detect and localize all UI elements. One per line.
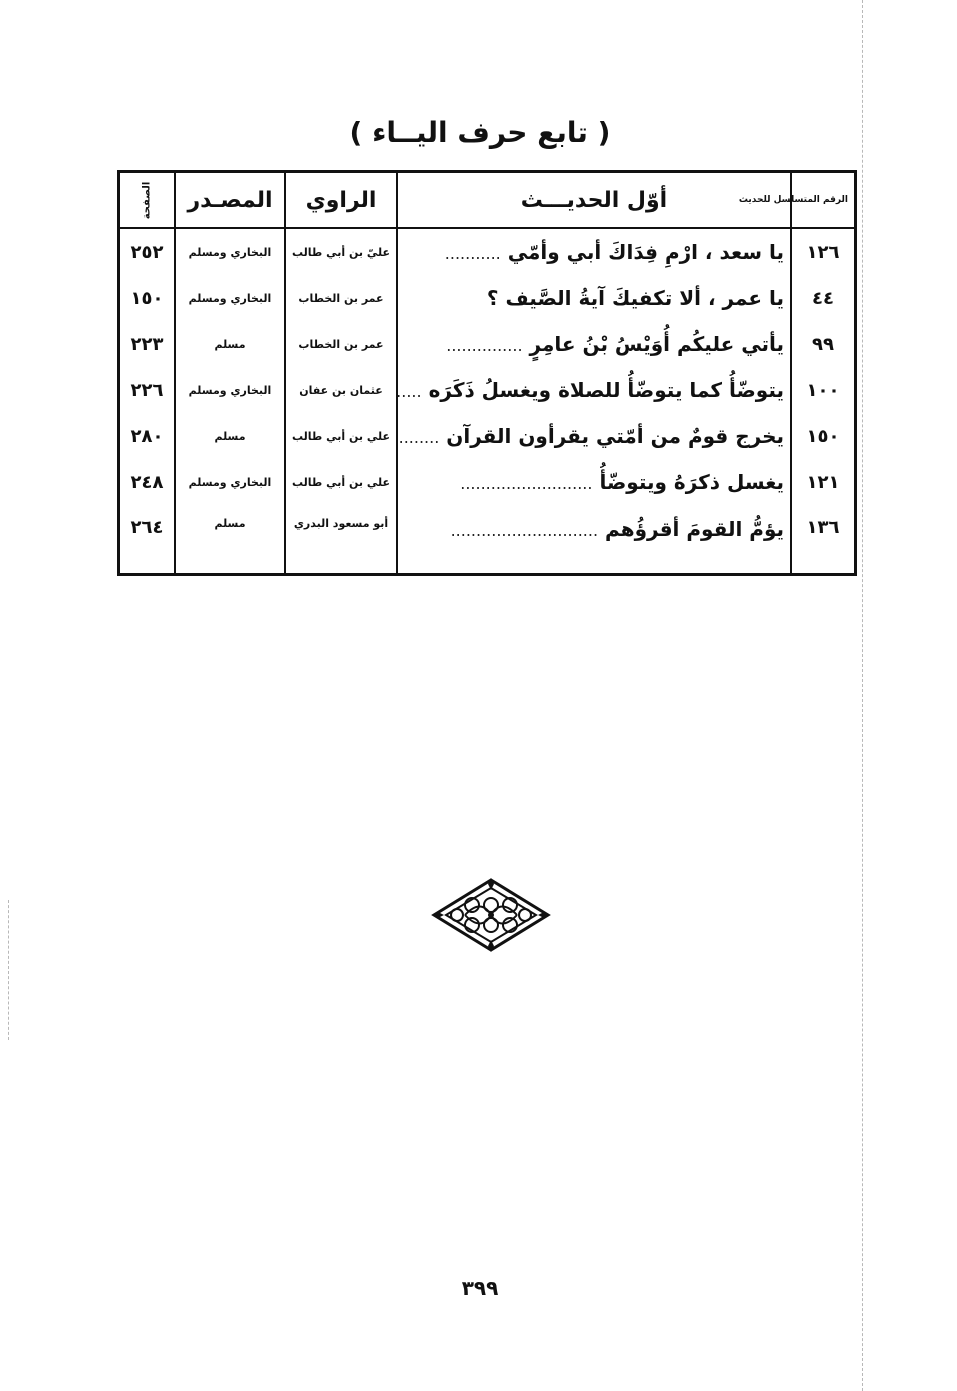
header-hadith: أوّل الحديـــث — [397, 172, 791, 229]
row-narrator: أبو مسعود البدري — [285, 505, 397, 575]
row-page: ٢٤٨ — [119, 459, 176, 505]
row-page: ٢٢٦ — [119, 367, 176, 413]
table-row — [119, 413, 856, 459]
margin-guide-line-left — [8, 900, 9, 1040]
row-page: ٢٢٣ — [119, 321, 176, 367]
table-row — [119, 505, 856, 575]
row-page: ٢٦٤ — [119, 505, 176, 575]
header-number: الرقم المتسلسل للحديث — [791, 172, 856, 229]
leader-dots: ............... — [446, 336, 523, 355]
hadith-index-table — [117, 170, 857, 576]
row-source: مسلم — [175, 505, 285, 575]
row-narrator: علي بن أبي طالب — [285, 413, 397, 459]
page-number: ٣٩٩ — [461, 1276, 499, 1300]
row-page: ١٥٠ — [119, 275, 176, 321]
hadith-text: يا سعد ، ارْمِ فِدَاكَ أبي وأمّي — [507, 240, 784, 264]
row-source: البخاري ومسلم — [175, 367, 285, 413]
table-row — [119, 228, 856, 275]
row-number: ٤٤ — [791, 275, 856, 321]
hadith-text: يؤمُّ القومَ أقرؤُهم — [605, 517, 784, 541]
leader-dots: ............................. — [450, 521, 599, 540]
arabesque-ornament-icon — [432, 878, 550, 952]
row-narrator: عمر بن الخطاب — [285, 275, 397, 321]
row-source: البخاري ومسلم — [175, 228, 285, 275]
row-hadith — [397, 228, 791, 275]
row-narrator: عليّ بن أبي طالب — [285, 228, 397, 275]
hadith-text: يا عمر ، ألا تكفيكَ آيةُ الصَّيف ؟ — [486, 286, 784, 310]
leader-dots: ........ — [398, 428, 440, 447]
section-title: ( تابع حرف اليــاء ) — [349, 116, 611, 149]
hadith-text: يأتي عليكُم أُوَيْسُ بْنُ عامِرٍ — [529, 332, 784, 356]
table-row — [119, 275, 856, 321]
hadith-text: يخرج قومٌ من أمّتي يقرأون القرآن — [446, 424, 784, 448]
row-number: ١٥٠ — [791, 413, 856, 459]
table-row — [119, 459, 856, 505]
leader-dots: .......................... — [460, 474, 593, 493]
header-page — [119, 172, 176, 229]
row-source: مسلم — [175, 413, 285, 459]
row-hadith — [397, 275, 791, 321]
margin-guide-line — [862, 0, 863, 1391]
leader-dots: ........... — [444, 244, 501, 263]
row-number: ١٢١ — [791, 459, 856, 505]
header-source: المصـدر — [175, 172, 285, 229]
row-narrator: علي بن أبي طالب — [285, 459, 397, 505]
row-page: ٢٨٠ — [119, 413, 176, 459]
row-source: مسلم — [175, 321, 285, 367]
hadith-text: يتوضّأُ كما يتوضّأُ للصلاة ويغسلُ ذَكَرَه — [428, 378, 784, 402]
row-hadith — [397, 413, 791, 459]
row-hadith — [397, 505, 791, 575]
row-hadith — [397, 367, 791, 413]
header-narrator: الراوي — [285, 172, 397, 229]
hadith-text: يغسل ذكرَهُ ويتوضّأُ — [599, 470, 784, 494]
table-header-row — [119, 172, 856, 229]
header-page-label: الصفحة — [141, 181, 153, 219]
row-source: البخاري ومسلم — [175, 275, 285, 321]
row-page: ٢٥٢ — [119, 228, 176, 275]
row-number: ١٠٠ — [791, 367, 856, 413]
row-hadith — [397, 459, 791, 505]
row-hadith — [397, 321, 791, 367]
row-number: ١٣٦ — [791, 505, 856, 575]
table-row — [119, 367, 856, 413]
row-number: ٩٩ — [791, 321, 856, 367]
table-row — [119, 321, 856, 367]
leader-dots: ..... — [396, 382, 422, 401]
row-source: البخاري ومسلم — [175, 459, 285, 505]
row-narrator: عمر بن الخطاب — [285, 321, 397, 367]
row-number: ١٢٦ — [791, 228, 856, 275]
row-narrator: عثمان بن عفان — [285, 367, 397, 413]
